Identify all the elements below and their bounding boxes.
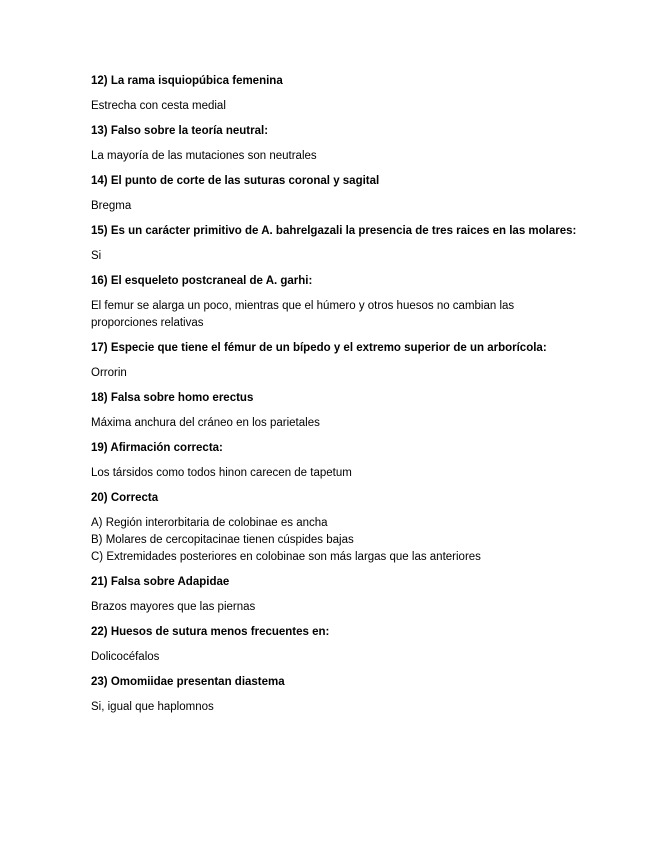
answer-20-option-c: C) Extremidades posteriores en colobinae son más largas que las anteriores [91,551,481,563]
question-18: 18) Falsa sobre homo erectus [91,392,254,404]
answer-19: Los társidos como todos hinon carecen de tapetum [91,467,352,479]
question-19: 19) Afirmación correcta: [91,442,223,454]
answer-21: Brazos mayores que las piernas [91,601,256,613]
answer-17: Orrorin [91,367,127,379]
answer-18: Máxima anchura del cráneo en los parietales [91,417,320,429]
question-21: 21) Falsa sobre Adapidae [91,576,230,588]
answer-12: Estrecha con cesta medial [91,100,226,112]
question-14: 14) El punto de corte de las suturas coronal y sagital [91,175,380,187]
question-13: 13) Falso sobre la teoría neutral: [91,125,269,137]
question-17: 17) Especie que tiene el fémur de un bípedo y el extremo superior de un arborícola: [91,342,547,354]
answer-20-option-b: B) Molares de cercopitacinae tienen cúspides bajas [91,534,354,546]
answer-20-option-a: A) Región interorbitaria de colobinae es ancha [91,517,328,529]
question-16: 16) El esqueleto postcraneal de A. garhi: [91,275,313,287]
answer-16: El femur se alarga un poco, mientras que el húmero y otros huesos no cambian las proporciones relativas [91,300,515,329]
question-15: 15) Es un carácter primitivo de A. bahrelgazali la presencia de tres raices en las molares: [91,225,577,237]
question-20: 20) Correcta [91,492,159,504]
answer-22: Dolicocéfalos [91,651,160,663]
answer-15: Si [91,250,102,262]
answer-14: Bregma [91,200,132,212]
question-12: 12) La rama isquiopúbica femenina [91,75,283,87]
question-23: 23) Omomiidae presentan diastema [91,676,285,688]
answer-20-options [91,515,571,566]
document-page [91,74,577,725]
answer-13: La mayoría de las mutaciones son neutrales [91,150,317,162]
question-22: 22) Huesos de sutura menos frecuentes en: [91,626,330,638]
answer-23: Si, igual que haplomnos [91,701,214,713]
